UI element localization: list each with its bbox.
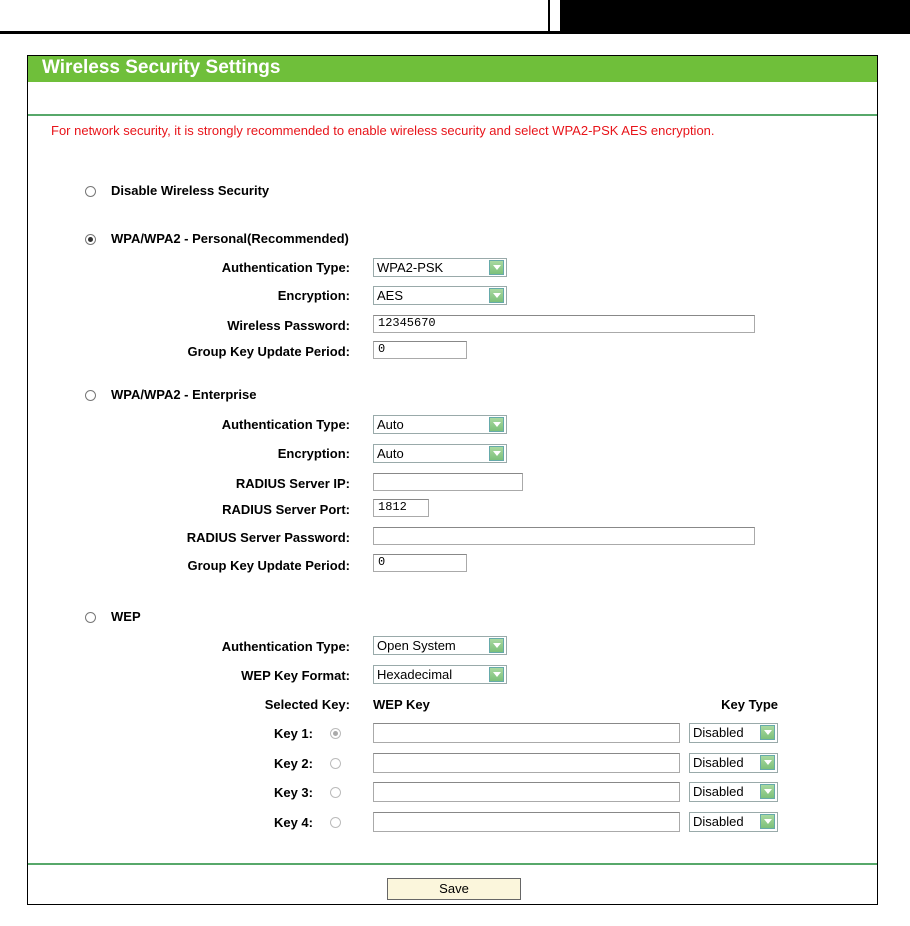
chevron-down-icon xyxy=(760,725,775,740)
document-header-separator xyxy=(548,0,550,32)
bottom-divider xyxy=(28,863,877,865)
save-button[interactable]: Save xyxy=(387,878,521,900)
personal-encryption-label: Encryption: xyxy=(277,288,350,303)
personal-group-key-label: Group Key Update Period: xyxy=(187,344,350,359)
key-1-input[interactable] xyxy=(373,723,680,743)
key-4-type-select[interactable] xyxy=(689,812,778,832)
enterprise-auth-type-select[interactable] xyxy=(373,415,507,434)
key-2-input[interactable] xyxy=(373,753,680,773)
wep-key-format-value: Hexadecimal xyxy=(377,667,453,682)
key-3-label: Key 3: xyxy=(273,785,313,800)
selected-key-header: Selected Key: xyxy=(264,697,350,712)
wireless-security-panel xyxy=(27,55,878,905)
key-1-radio[interactable] xyxy=(330,728,341,739)
personal-encryption-value: AES xyxy=(377,288,404,303)
enterprise-group-key-input[interactable]: 0 xyxy=(373,554,467,572)
radius-port-label: RADIUS Server Port: xyxy=(222,502,350,517)
wireless-password-input[interactable]: 12345670 xyxy=(373,315,755,333)
chevron-down-icon xyxy=(489,638,504,653)
key-2-radio[interactable] xyxy=(330,758,341,769)
wpa-personal-radio[interactable] xyxy=(85,234,96,245)
security-notice: For network security, it is strongly recommended to enable wireless security and select WPA2-PSK AES encryption. xyxy=(51,123,715,138)
radius-ip-input[interactable] xyxy=(373,473,523,491)
title-bar xyxy=(28,56,877,82)
key-3-type-value: Disabled xyxy=(693,784,744,799)
radius-ip-label: RADIUS Server IP: xyxy=(235,476,350,491)
key-2-type-value: Disabled xyxy=(693,755,744,770)
chevron-down-icon xyxy=(489,446,504,461)
personal-group-key-input[interactable]: 0 xyxy=(373,341,467,359)
personal-auth-type-label: Authentication Type: xyxy=(221,260,350,275)
radius-password-input[interactable] xyxy=(373,527,755,545)
personal-encryption-select[interactable] xyxy=(373,286,507,305)
wep-auth-type-value: Open System xyxy=(377,638,456,653)
key-2-type-select[interactable] xyxy=(689,753,778,773)
radius-password-label: RADIUS Server Password: xyxy=(186,530,350,545)
chevron-down-icon xyxy=(760,755,775,770)
enterprise-auth-type-value: Auto xyxy=(377,417,404,432)
key-4-radio[interactable] xyxy=(330,817,341,828)
chevron-down-icon xyxy=(489,417,504,432)
chevron-down-icon xyxy=(760,784,775,799)
wep-auth-type-select[interactable] xyxy=(373,636,507,655)
chevron-down-icon xyxy=(489,667,504,682)
key-3-type-select[interactable] xyxy=(689,782,778,802)
enterprise-encryption-value: Auto xyxy=(377,446,404,461)
key-2-label: Key 2: xyxy=(273,756,313,771)
enterprise-encryption-label: Encryption: xyxy=(277,446,350,461)
key-3-radio[interactable] xyxy=(330,787,341,798)
wireless-password-label: Wireless Password: xyxy=(227,318,350,333)
chevron-down-icon xyxy=(760,814,775,829)
wep-key-header: WEP Key xyxy=(373,697,430,712)
enterprise-group-key-label: Group Key Update Period: xyxy=(187,558,350,573)
key-1-type-value: Disabled xyxy=(693,725,744,740)
wpa-personal-label: WPA/WPA2 - Personal(Recommended) xyxy=(111,231,349,246)
key-4-label: Key 4: xyxy=(273,815,313,830)
wep-key-format-select[interactable] xyxy=(373,665,507,684)
wep-key-format-label: WEP Key Format: xyxy=(241,668,350,683)
key-3-input[interactable] xyxy=(373,782,680,802)
wpa-enterprise-label: WPA/WPA2 - Enterprise xyxy=(111,387,257,402)
disable-security-radio[interactable] xyxy=(85,186,96,197)
key-1-type-select[interactable] xyxy=(689,723,778,743)
document-header-block xyxy=(560,0,910,33)
chevron-down-icon xyxy=(489,260,504,275)
enterprise-auth-type-label: Authentication Type: xyxy=(221,417,350,432)
key-4-input[interactable] xyxy=(373,812,680,832)
radius-port-input[interactable]: 1812 xyxy=(373,499,429,517)
key-1-label: Key 1: xyxy=(273,726,313,741)
key-4-type-value: Disabled xyxy=(693,814,744,829)
wep-auth-type-label: Authentication Type: xyxy=(221,639,350,654)
wpa-enterprise-radio[interactable] xyxy=(85,390,96,401)
personal-auth-type-select[interactable] xyxy=(373,258,507,277)
chevron-down-icon xyxy=(489,288,504,303)
wep-label: WEP xyxy=(111,609,141,624)
personal-auth-type-value: WPA2-PSK xyxy=(377,260,444,275)
enterprise-encryption-select[interactable] xyxy=(373,444,507,463)
wep-radio[interactable] xyxy=(85,612,96,623)
disable-security-label: Disable Wireless Security xyxy=(111,183,270,198)
page-title: Wireless Security Settings xyxy=(42,57,281,78)
top-divider xyxy=(28,114,877,116)
key-type-header: Key Type xyxy=(721,697,778,712)
